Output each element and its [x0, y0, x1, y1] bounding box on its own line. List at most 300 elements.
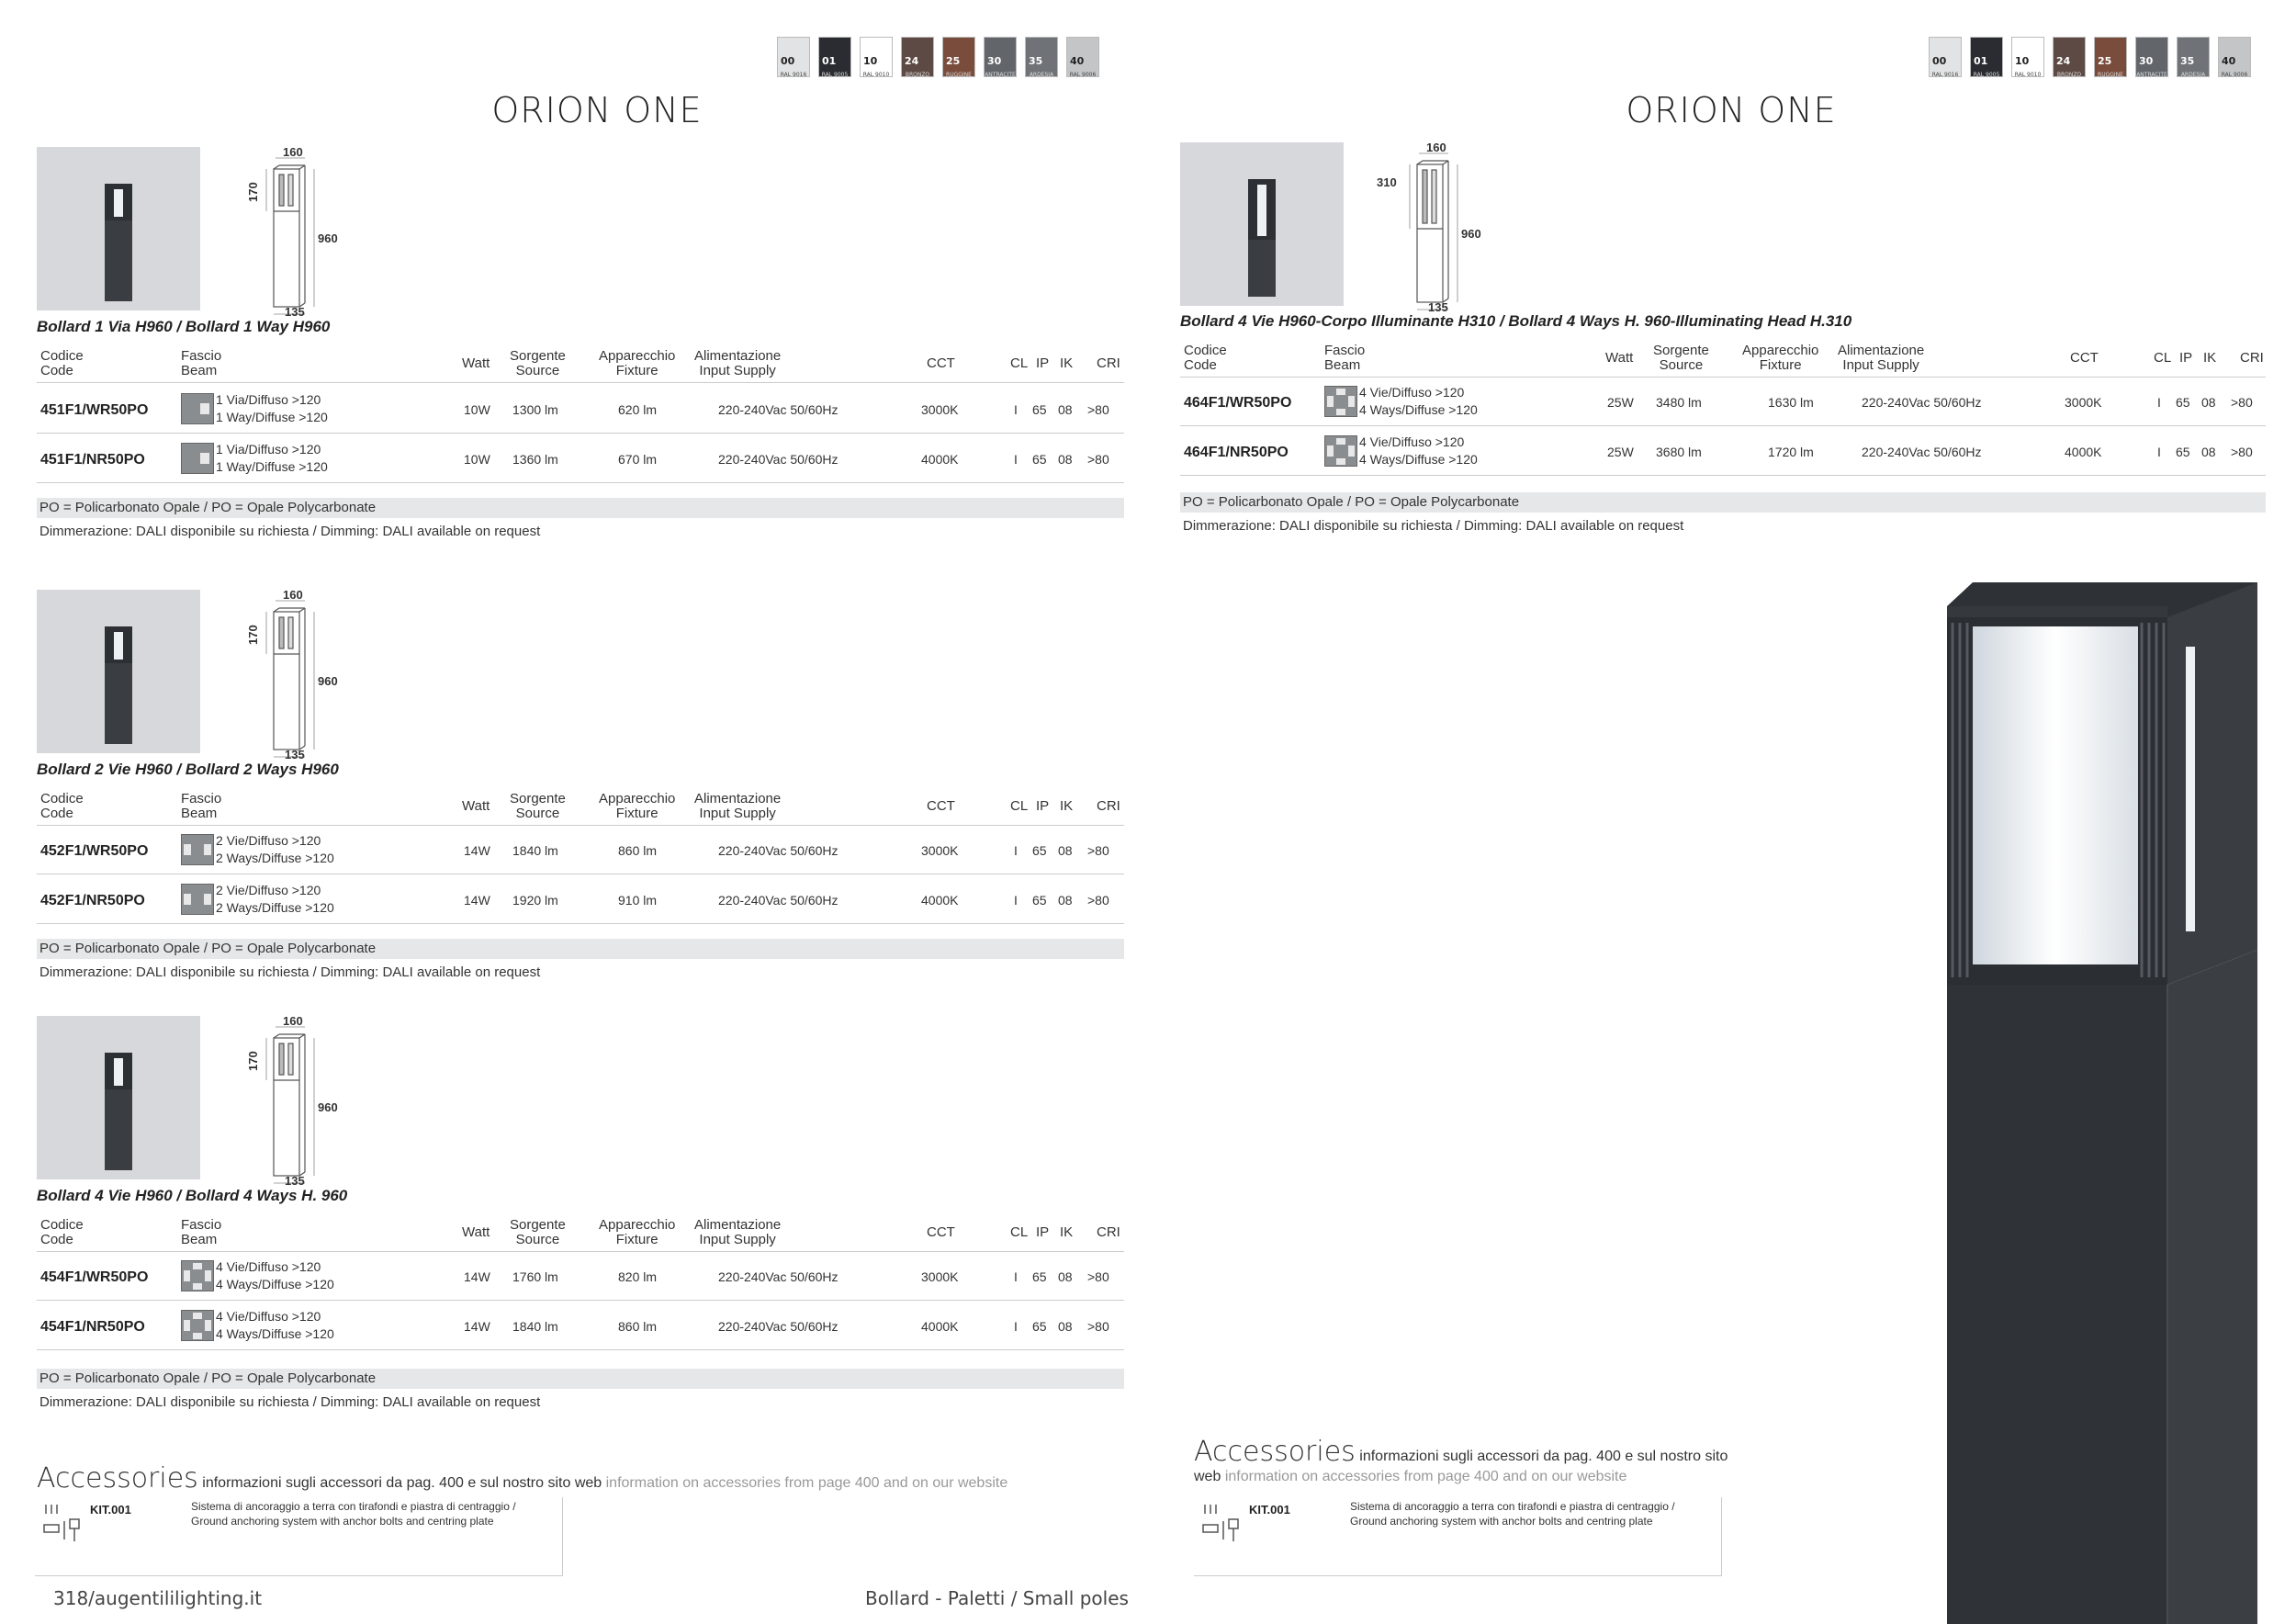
swatch-ral: RUGGINE [946, 72, 972, 78]
kit-description: Sistema di ancoraggio a terra con tirafondi e piastra di centraggio / Ground anchoring system with anchor bolts and centring plate [1350, 1500, 1675, 1528]
input-supply: 220-240Vac 50/60Hz [718, 452, 838, 467]
header-line-en: Code [40, 806, 73, 821]
color-swatch [901, 37, 934, 77]
column-header-ik [1060, 1218, 1073, 1240]
color-swatch [860, 37, 893, 77]
cri-value: >80 [2231, 395, 2253, 410]
header-line-en: Code [40, 1232, 73, 1247]
cl-value: I [1014, 402, 1018, 417]
cl-value: I [2157, 445, 2161, 459]
beam-pattern-icon [181, 1260, 214, 1291]
header-line-en: Input Supply [1842, 357, 1919, 373]
column-header-ip [2179, 344, 2192, 366]
swatch-number: 35 [1029, 55, 1043, 67]
beam-en: 4 Ways/Diffuse >120 [216, 1277, 334, 1291]
dimension-label: 135 [285, 305, 305, 319]
column-header-cri [2240, 344, 2264, 366]
color-swatch [942, 37, 975, 77]
beam-it: 4 Vie/Diffuso >120 [216, 1309, 321, 1324]
column-header-beam [181, 792, 221, 821]
cl-value: I [1014, 1269, 1018, 1284]
beam-it: 1 Via/Diffuso >120 [216, 392, 321, 407]
ip-value: 65 [1032, 893, 1047, 908]
beam-en: 1 Way/Diffuse >120 [216, 410, 328, 424]
dimension-label: 135 [1428, 300, 1448, 314]
note-dimming: Dimmerazione: DALI disponibile su richiesta / Dimming: DALI available on request [39, 1394, 541, 1410]
column-header-fixture [599, 349, 675, 378]
ik-value: 08 [1058, 1269, 1073, 1284]
column-header-cl [1010, 792, 1028, 814]
swatch-ral: RUGGINE [2098, 72, 2123, 78]
swatch-ral: ARDESIA [2180, 72, 2206, 78]
swatch-ral: RAL 9016 [1931, 72, 1959, 78]
cl-value: I [1014, 1319, 1018, 1334]
column-header-watt [462, 1218, 490, 1240]
beam-description [216, 391, 328, 426]
page-title-right: ORION ONE [1626, 90, 1837, 130]
dimension-label: 160 [283, 145, 303, 159]
ik-value: 08 [1058, 1319, 1073, 1334]
ik-value: 08 [2201, 395, 2216, 410]
watt-value: 25W [1607, 445, 1634, 459]
beam-description [216, 1258, 334, 1293]
cct-value: 3000K [921, 402, 959, 417]
beam-it: 2 Vie/Diffuso >120 [216, 833, 321, 848]
anchor-kit-icon [1196, 1501, 1251, 1549]
column-header-cct [927, 349, 955, 371]
product-code: 452F1/NR50PO [40, 893, 145, 908]
beam-description [216, 1308, 334, 1343]
header-line: CL [2154, 350, 2172, 366]
swatch-number: 25 [946, 55, 961, 67]
product-code: 452F1/WR50PO [40, 843, 149, 859]
header-line-it: Codice [40, 791, 84, 806]
header-line-it: Fascio [1324, 343, 1366, 358]
column-header-fixture [1742, 344, 1818, 373]
column-header-supply [694, 792, 781, 821]
color-swatch [1970, 37, 2003, 77]
fixture-lumens: 620 lm [618, 402, 658, 417]
accessories-text-it: informazioni sugli accessori da pag. 400 e sul nostro sito [1359, 1449, 1728, 1464]
header-line-it: Apparecchio [599, 791, 676, 806]
ik-value: 08 [2201, 445, 2216, 459]
beam-description [1359, 384, 1478, 419]
ik-value: 08 [1058, 893, 1073, 908]
header-line: IK [1060, 798, 1074, 814]
header-line-en: Source [1659, 357, 1704, 373]
header-line: CCT [927, 355, 955, 371]
cct-value: 3000K [2065, 395, 2102, 410]
accessories-text-en: information on accessories from page 400 and on our website [605, 1475, 1008, 1491]
swatch-number: 24 [2056, 55, 2071, 67]
product-title: Bollard 1 Via H960 / Bollard 1 Way H960 [37, 318, 331, 335]
swatch-ral: ANTRACITE [985, 72, 1016, 78]
column-header-cl [1010, 1218, 1028, 1240]
column-header-watt [462, 792, 490, 814]
accessories-title: Accessories [1194, 1436, 1356, 1468]
column-header-source [510, 349, 566, 378]
watt-value: 14W [464, 1269, 490, 1284]
header-line-it: Codice [40, 348, 84, 364]
cri-value: >80 [1087, 402, 1109, 417]
product-title: Bollard 4 Vie H960 / Bollard 4 Ways H. 960 [37, 1187, 348, 1204]
column-header-cct [2070, 344, 2099, 366]
header-line: CRI [1097, 798, 1120, 814]
accessories-title: Accessories [37, 1462, 198, 1494]
column-header-ip [1036, 792, 1049, 814]
header-line-en: Source [515, 363, 560, 378]
column-header-code [40, 1218, 84, 1247]
swatch-ral: RAL 9006 [1069, 72, 1097, 78]
header-line-it: Codice [40, 1217, 84, 1233]
kit-box-left [35, 1497, 563, 1576]
column-header-fixture [599, 792, 675, 821]
beam-it: 1 Via/Diffuso >120 [216, 442, 321, 457]
color-swatch [2011, 37, 2044, 77]
fixture-lumens: 860 lm [618, 1319, 658, 1334]
beam-it: 4 Vie/Diffuso >120 [216, 1259, 321, 1274]
anchor-kit-icon [37, 1501, 92, 1549]
kit-description: Sistema di ancoraggio a terra con tirafondi e piastra di centraggio / Ground anchoring system with anchor bolts and centring plate [191, 1500, 516, 1528]
note-polycarbonate: PO = Policarbonato Opale / PO = Opale Polycarbonate [37, 498, 1124, 518]
source-lumens: 1840 lm [512, 843, 558, 858]
header-line-en: Input Supply [699, 806, 776, 821]
column-header-cl [2154, 344, 2171, 366]
swatch-number: 35 [2180, 55, 2195, 67]
beam-it: 4 Vie/Diffuso >120 [1359, 434, 1465, 449]
dimension-label: 960 [318, 231, 338, 245]
header-divider [1180, 377, 2266, 378]
kit-code: KIT.001 [1249, 1503, 1290, 1517]
kit-box-right [1194, 1497, 1722, 1576]
cl-value: I [2157, 395, 2161, 410]
header-line-it: Sorgente [510, 1217, 566, 1233]
header-divider [37, 382, 1124, 383]
swatch-ral: RAL 9005 [1973, 72, 2000, 78]
swatch-number: 10 [863, 55, 878, 67]
cct-value: 4000K [2065, 445, 2102, 459]
beam-pattern-icon [181, 393, 214, 424]
watt-value: 10W [464, 402, 490, 417]
swatch-ral: RAL 9010 [2014, 72, 2042, 78]
swatch-number: 01 [822, 55, 837, 67]
note-polycarbonate: PO = Policarbonato Opale / PO = Opale Polycarbonate [37, 939, 1124, 959]
cri-value: >80 [1087, 1269, 1109, 1284]
color-swatch [1929, 37, 1962, 77]
column-header-watt [462, 349, 490, 371]
beam-pattern-icon [1324, 386, 1357, 417]
cct-value: 3000K [921, 1269, 959, 1284]
dimension-drawing [1377, 141, 1520, 314]
ip-value: 65 [1032, 843, 1047, 858]
kit-code: KIT.001 [90, 1503, 131, 1517]
column-header-source [510, 792, 566, 821]
header-line-en: Fixture [1759, 357, 1802, 373]
cri-value: >80 [1087, 893, 1109, 908]
swatch-ral: BRONZO [905, 72, 930, 78]
column-header-source [1653, 344, 1709, 373]
product-thumbnail [1180, 142, 1344, 306]
column-header-watt [1605, 344, 1633, 366]
header-line: CRI [1097, 1224, 1120, 1240]
header-line-it: Codice [1184, 343, 1227, 358]
dimension-label: 160 [1426, 141, 1446, 154]
cri-value: >80 [1087, 452, 1109, 467]
swatch-number: 00 [1932, 55, 1947, 67]
swatch-number: 01 [1974, 55, 1988, 67]
dimension-label: 170 [246, 625, 260, 645]
header-line-it: Apparecchio [599, 348, 676, 364]
column-header-cri [1097, 792, 1120, 814]
source-lumens: 1840 lm [512, 1319, 558, 1334]
watt-value: 10W [464, 452, 490, 467]
beam-pattern-icon [181, 1310, 214, 1341]
column-header-ik [1060, 792, 1073, 814]
header-line: IP [2179, 350, 2193, 366]
ik-value: 08 [1058, 402, 1073, 417]
source-lumens: 1760 lm [512, 1269, 558, 1284]
beam-pattern-icon [181, 443, 214, 474]
column-header-ip [1036, 1218, 1049, 1240]
column-header-fixture [599, 1218, 675, 1247]
beam-description [216, 882, 334, 917]
header-line: CL [1010, 1224, 1029, 1240]
color-swatch [2177, 37, 2210, 77]
source-lumens: 1360 lm [512, 452, 558, 467]
header-line: IP [1036, 355, 1050, 371]
cri-value: >80 [2231, 445, 2253, 459]
beam-description [216, 832, 334, 867]
column-header-supply [1838, 344, 1924, 373]
header-line: CRI [1097, 355, 1120, 371]
dimension-label: 960 [1461, 227, 1481, 241]
header-line-it: Alimentazione [694, 791, 782, 806]
page-title-left: ORION ONE [491, 90, 703, 130]
column-header-cct [927, 1218, 955, 1240]
header-line-en: Beam [181, 806, 218, 821]
header-line-en: Fixture [615, 806, 658, 821]
color-swatch [777, 37, 810, 77]
swatch-number: 30 [2139, 55, 2154, 67]
swatch-ral: RAL 9006 [2221, 72, 2248, 78]
swatch-number: 30 [987, 55, 1002, 67]
swatch-number: 40 [2222, 55, 2236, 67]
bollard-product-photo [1945, 582, 2257, 1624]
column-header-beam [181, 349, 221, 378]
note-dimming: Dimmerazione: DALI disponibile su richiesta / Dimming: DALI available on request [1183, 518, 1684, 534]
ip-value: 65 [1032, 402, 1047, 417]
watt-value: 14W [464, 843, 490, 858]
header-divider [37, 825, 1124, 826]
color-swatch [2135, 37, 2168, 77]
ik-value: 08 [1058, 843, 1073, 858]
swatch-number: 40 [1070, 55, 1085, 67]
cl-value: I [1014, 893, 1018, 908]
note-polycarbonate: PO = Policarbonato Opale / PO = Opale Polycarbonate [1180, 492, 2266, 513]
header-line-en: Code [40, 363, 73, 378]
header-line: CCT [927, 798, 955, 814]
beam-en: 4 Ways/Diffuse >120 [1359, 402, 1478, 417]
header-line: CCT [927, 1224, 955, 1240]
header-line-en: Code [1184, 357, 1217, 373]
input-supply: 220-240Vac 50/60Hz [718, 893, 838, 908]
watt-value: 14W [464, 1319, 490, 1334]
source-lumens: 1300 lm [512, 402, 558, 417]
header-line: CCT [2070, 350, 2099, 366]
cri-value: >80 [1087, 1319, 1109, 1334]
header-line: IK [1060, 355, 1074, 371]
dimension-drawing [246, 145, 377, 319]
color-swatch [984, 37, 1017, 77]
product-code: 454F1/WR50PO [40, 1269, 149, 1285]
beam-pattern-icon [1324, 435, 1357, 467]
cct-value: 4000K [921, 893, 959, 908]
input-supply: 220-240Vac 50/60Hz [718, 843, 838, 858]
swatch-ral: RAL 9016 [780, 72, 807, 78]
ip-value: 65 [1032, 1319, 1047, 1334]
product-title: Bollard 2 Vie H960 / Bollard 2 Ways H960 [37, 761, 339, 778]
input-supply: 220-240Vac 50/60Hz [718, 1269, 838, 1284]
beam-it: 4 Vie/Diffuso >120 [1359, 385, 1465, 400]
accessories-text-en: information on accessories from page 400 and on our website [1224, 1469, 1627, 1484]
color-swatch [2053, 37, 2086, 77]
beam-en: 2 Ways/Diffuse >120 [216, 851, 334, 865]
dimension-label: 160 [283, 588, 303, 602]
header-line-en: Beam [1324, 357, 1361, 373]
column-header-cct [927, 792, 955, 814]
header-line: Watt [1605, 350, 1634, 366]
header-line: Watt [462, 798, 490, 814]
swatch-number: 10 [2015, 55, 2030, 67]
note-polycarbonate: PO = Policarbonato Opale / PO = Opale Polycarbonate [37, 1369, 1124, 1389]
footer-page-url[interactable]: 318/augentililighting.it [53, 1587, 263, 1609]
column-header-ik [2203, 344, 2216, 366]
header-line: Watt [462, 355, 490, 371]
beam-en: 4 Ways/Diffuse >120 [1359, 452, 1478, 467]
header-line-en: Fixture [615, 363, 658, 378]
column-header-cri [1097, 1218, 1120, 1240]
cct-value: 4000K [921, 1319, 959, 1334]
ip-value: 65 [2176, 395, 2190, 410]
input-supply: 220-240Vac 50/60Hz [718, 402, 838, 417]
cct-value: 4000K [921, 452, 959, 467]
dimension-label: 310 [1377, 175, 1397, 189]
beam-en: 1 Way/Diffuse >120 [216, 459, 328, 474]
column-header-cri [1097, 349, 1120, 371]
color-swatch [1025, 37, 1058, 77]
column-header-beam [181, 1218, 221, 1247]
swatch-number: 25 [2098, 55, 2112, 67]
column-header-ip [1036, 349, 1049, 371]
dimension-label: 170 [246, 1051, 260, 1071]
product-thumbnail [37, 590, 200, 753]
note-dimming: Dimmerazione: DALI disponibile su richiesta / Dimming: DALI available on request [39, 524, 541, 539]
beam-description [1359, 434, 1478, 468]
header-line-it: Fascio [181, 1217, 222, 1233]
color-swatch [2218, 37, 2251, 77]
header-line-it: Fascio [181, 791, 222, 806]
header-line-en: Input Supply [699, 1232, 776, 1247]
header-line: IK [1060, 1224, 1074, 1240]
input-supply: 220-240Vac 50/60Hz [1862, 445, 1982, 459]
beam-it: 2 Vie/Diffuso >120 [216, 883, 321, 897]
note-dimming: Dimmerazione: DALI disponibile su richiesta / Dimming: DALI available on request [39, 964, 541, 980]
accessories-text-it-web: web [1194, 1469, 1221, 1484]
dimension-drawing [246, 1014, 377, 1188]
header-line-it: Alimentazione [694, 1217, 782, 1233]
product-code: 464F1/NR50PO [1184, 445, 1289, 460]
header-line: Watt [462, 1224, 490, 1240]
swatch-ral: RAL 9005 [821, 72, 849, 78]
column-header-code [40, 792, 84, 821]
dimension-label: 135 [285, 1174, 305, 1188]
beam-en: 4 Ways/Diffuse >120 [216, 1326, 334, 1341]
product-code: 451F1/NR50PO [40, 452, 145, 468]
source-lumens: 3480 lm [1656, 395, 1702, 410]
swatch-number: 24 [905, 55, 919, 67]
column-header-supply [694, 349, 781, 378]
ip-value: 65 [1032, 452, 1047, 467]
dimension-label: 960 [318, 674, 338, 688]
header-line: IP [1036, 798, 1050, 814]
fixture-lumens: 670 lm [618, 452, 658, 467]
header-line: IP [1036, 1224, 1050, 1240]
header-line-en: Source [515, 806, 560, 821]
header-line-en: Beam [181, 1232, 218, 1247]
column-header-code [1184, 344, 1227, 373]
color-swatch [2094, 37, 2127, 77]
color-swatch [1066, 37, 1099, 77]
watt-value: 25W [1607, 395, 1634, 410]
header-line: IK [2203, 350, 2217, 366]
beam-description [216, 441, 328, 476]
column-header-beam [1324, 344, 1365, 373]
dimension-label: 135 [285, 748, 305, 761]
column-header-supply [694, 1218, 781, 1247]
header-line-en: Fixture [615, 1232, 658, 1247]
ik-value: 08 [1058, 452, 1073, 467]
accessories-text-it: informazioni sugli accessori da pag. 400 e sul nostro sito web [202, 1475, 602, 1491]
fixture-lumens: 1630 lm [1768, 395, 1814, 410]
cri-value: >80 [1087, 843, 1109, 858]
header-line: CL [1010, 798, 1029, 814]
column-header-ik [1060, 349, 1073, 371]
header-line-it: Alimentazione [694, 348, 782, 364]
dimension-label: 960 [318, 1100, 338, 1114]
dimension-label: 160 [283, 1014, 303, 1028]
fixture-lumens: 910 lm [618, 893, 658, 908]
cl-value: I [1014, 843, 1018, 858]
color-swatches-left [777, 37, 1099, 77]
product-code: 454F1/NR50PO [40, 1319, 145, 1335]
column-header-code [40, 349, 84, 378]
header-line-it: Apparecchio [1742, 343, 1819, 358]
header-divider [37, 1251, 1124, 1252]
beam-pattern-icon [181, 834, 214, 865]
product-thumbnail [37, 147, 200, 310]
header-line-it: Sorgente [1653, 343, 1709, 358]
beam-en: 2 Ways/Diffuse >120 [216, 900, 334, 915]
product-thumbnail [37, 1016, 200, 1179]
input-supply: 220-240Vac 50/60Hz [718, 1319, 838, 1334]
cct-value: 3000K [921, 843, 959, 858]
column-header-cl [1010, 349, 1028, 371]
swatch-number: 00 [781, 55, 795, 67]
swatch-ral: ARDESIA [1029, 72, 1054, 78]
watt-value: 14W [464, 893, 490, 908]
header-line: CL [1010, 355, 1029, 371]
header-line-it: Fascio [181, 348, 222, 364]
